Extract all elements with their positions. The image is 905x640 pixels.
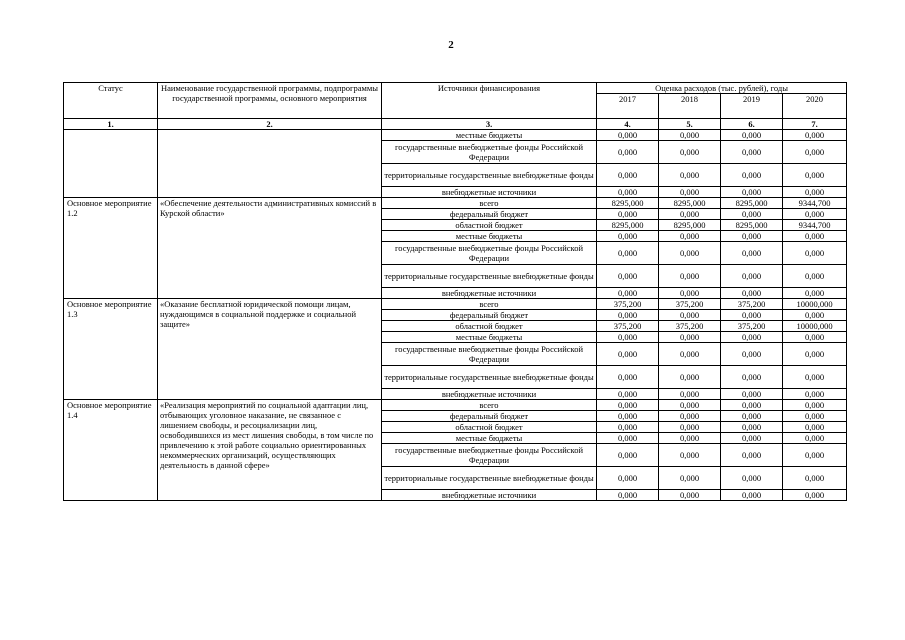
column-number: 2.	[158, 119, 382, 130]
value-cell: 0,000	[659, 310, 721, 321]
value-cell: 0,000	[597, 422, 659, 433]
funding-source-cell: федеральный бюджет	[382, 209, 597, 220]
value-cell: 8295,000	[659, 198, 721, 209]
column-number: 3.	[382, 119, 597, 130]
funding-source-cell: всего	[382, 198, 597, 209]
value-cell: 0,000	[659, 343, 721, 366]
value-cell: 0,000	[659, 444, 721, 467]
page-number: 2	[448, 39, 454, 51]
value-cell: 0,000	[659, 265, 721, 288]
value-cell: 0,000	[783, 332, 847, 343]
value-cell: 0,000	[783, 310, 847, 321]
value-cell: 0,000	[597, 265, 659, 288]
measure-name-cell: «Реализация мероприятий по социальной адаптации лиц, отбывающих уголовное наказание, не связанное с лишением свободы, и ресоциализации лиц, освободившихся из мест лишения свободы, в том числе по привлечению к этой работе социально ориентированных некоммерческих организаций, осуществляющих деятельность в данной сфере»	[158, 400, 382, 501]
funding-source-cell: федеральный бюджет	[382, 411, 597, 422]
value-cell: 0,000	[783, 366, 847, 389]
funding-source-cell: местные бюджеты	[382, 433, 597, 444]
funding-source-cell: внебюджетные источники	[382, 490, 597, 501]
value-cell: 8295,000	[597, 220, 659, 231]
value-cell: 0,000	[659, 467, 721, 490]
value-cell: 0,000	[783, 209, 847, 220]
status-cell: Основное мероприятие 1.3	[64, 299, 158, 400]
value-cell: 0,000	[659, 411, 721, 422]
value-cell: 0,000	[597, 343, 659, 366]
value-cell: 0,000	[721, 187, 783, 198]
funding-source-cell: федеральный бюджет	[382, 310, 597, 321]
value-cell: 0,000	[783, 467, 847, 490]
value-cell: 0,000	[721, 164, 783, 187]
header-estimate: Оценка расходов (тыс. рублей), годы	[597, 83, 847, 94]
funding-source-cell: местные бюджеты	[382, 130, 597, 141]
header-year: 2020	[783, 94, 847, 119]
value-cell: 10000,000	[783, 299, 847, 310]
value-cell: 0,000	[783, 231, 847, 242]
value-cell: 0,000	[721, 209, 783, 220]
value-cell: 375,200	[659, 321, 721, 332]
value-cell: 0,000	[659, 389, 721, 400]
value-cell: 0,000	[783, 389, 847, 400]
header-sources: Источники финансирования	[382, 83, 597, 119]
value-cell: 0,000	[721, 130, 783, 141]
funding-source-cell: местные бюджеты	[382, 332, 597, 343]
value-cell: 0,000	[597, 231, 659, 242]
table-row	[64, 198, 847, 209]
funding-source-cell: областной бюджет	[382, 321, 597, 332]
funding-source-cell: внебюджетные источники	[382, 187, 597, 198]
funding-source-cell: территориальные государственные внебюджетные фонды	[382, 366, 597, 389]
value-cell: 10000,000	[783, 321, 847, 332]
value-cell: 0,000	[597, 366, 659, 389]
measure-name-cell	[158, 130, 382, 198]
value-cell: 0,000	[783, 130, 847, 141]
value-cell: 0,000	[721, 343, 783, 366]
value-cell: 0,000	[597, 433, 659, 444]
value-cell: 0,000	[783, 265, 847, 288]
value-cell: 0,000	[783, 343, 847, 366]
value-cell: 0,000	[783, 288, 847, 299]
value-cell: 0,000	[597, 400, 659, 411]
value-cell: 8295,000	[597, 198, 659, 209]
value-cell: 0,000	[659, 164, 721, 187]
value-cell: 0,000	[597, 467, 659, 490]
value-cell: 0,000	[597, 288, 659, 299]
value-cell: 0,000	[721, 310, 783, 321]
header-year: 2018	[659, 94, 721, 119]
value-cell: 0,000	[659, 231, 721, 242]
value-cell: 8295,000	[721, 220, 783, 231]
expenditure-table	[63, 82, 847, 501]
value-cell: 375,200	[597, 299, 659, 310]
value-cell: 0,000	[783, 242, 847, 265]
funding-source-cell: местные бюджеты	[382, 231, 597, 242]
value-cell: 0,000	[597, 209, 659, 220]
value-cell: 0,000	[783, 490, 847, 501]
value-cell: 0,000	[659, 433, 721, 444]
value-cell: 0,000	[783, 411, 847, 422]
funding-source-cell: областной бюджет	[382, 220, 597, 231]
funding-source-cell: внебюджетные источники	[382, 288, 597, 299]
value-cell: 0,000	[597, 411, 659, 422]
value-cell: 0,000	[783, 187, 847, 198]
value-cell: 0,000	[659, 422, 721, 433]
column-number: 7.	[783, 119, 847, 130]
column-number: 4.	[597, 119, 659, 130]
value-cell: 0,000	[721, 332, 783, 343]
value-cell: 0,000	[659, 242, 721, 265]
value-cell: 375,200	[659, 299, 721, 310]
value-cell: 8295,000	[659, 220, 721, 231]
column-number: 6.	[721, 119, 783, 130]
funding-source-cell: государственные внебюджетные фонды Российской Федерации	[382, 343, 597, 366]
value-cell: 0,000	[721, 490, 783, 501]
table-row	[64, 299, 847, 310]
funding-source-cell: государственные внебюджетные фонды Российской Федерации	[382, 242, 597, 265]
value-cell: 0,000	[721, 411, 783, 422]
status-cell: Основное мероприятие 1.2	[64, 198, 158, 299]
value-cell: 0,000	[783, 164, 847, 187]
table-row	[64, 130, 847, 141]
funding-source-cell: областной бюджет	[382, 422, 597, 433]
funding-source-cell: государственные внебюджетные фонды Российской Федерации	[382, 444, 597, 467]
value-cell: 0,000	[597, 332, 659, 343]
value-cell: 0,000	[659, 400, 721, 411]
value-cell: 0,000	[659, 332, 721, 343]
value-cell: 0,000	[597, 389, 659, 400]
value-cell: 0,000	[659, 130, 721, 141]
value-cell: 0,000	[597, 310, 659, 321]
header-year: 2019	[721, 94, 783, 119]
value-cell: 0,000	[659, 209, 721, 220]
value-cell: 375,200	[597, 321, 659, 332]
value-cell: 375,200	[721, 299, 783, 310]
value-cell: 0,000	[721, 467, 783, 490]
funding-source-cell: всего	[382, 400, 597, 411]
value-cell: 0,000	[597, 130, 659, 141]
funding-source-cell: всего	[382, 299, 597, 310]
column-number: 1.	[64, 119, 158, 130]
value-cell: 0,000	[597, 164, 659, 187]
value-cell: 0,000	[721, 422, 783, 433]
value-cell: 0,000	[597, 242, 659, 265]
funding-source-cell: территориальные государственные внебюджетные фонды	[382, 467, 597, 490]
value-cell: 8295,000	[721, 198, 783, 209]
value-cell: 0,000	[659, 288, 721, 299]
value-cell: 0,000	[721, 389, 783, 400]
value-cell: 9344,700	[783, 220, 847, 231]
value-cell: 0,000	[721, 288, 783, 299]
header-name: Наименование государственной программы, подпрограммы государственной программы, основного мероприятия	[158, 83, 382, 119]
value-cell: 0,000	[659, 141, 721, 164]
header-status: Статус	[64, 83, 158, 119]
table-body	[64, 130, 847, 501]
value-cell: 0,000	[721, 265, 783, 288]
value-cell: 0,000	[659, 366, 721, 389]
funding-source-cell: внебюджетные источники	[382, 389, 597, 400]
funding-source-cell: территориальные государственные внебюджетные фонды	[382, 164, 597, 187]
value-cell: 9344,700	[783, 198, 847, 209]
value-cell: 0,000	[783, 400, 847, 411]
status-cell: Основное мероприятие 1.4	[64, 400, 158, 501]
header-year: 2017	[597, 94, 659, 119]
value-cell: 0,000	[783, 444, 847, 467]
measure-name-cell: «Оказание бесплатной юридической помощи лицам, нуждающимся в социальной поддержке и социальной защите»	[158, 299, 382, 400]
measure-name-cell: «Обеспечение деятельности административных комиссий в Курской области»	[158, 198, 382, 299]
value-cell: 0,000	[597, 444, 659, 467]
value-cell: 0,000	[597, 490, 659, 501]
funding-source-cell: территориальные государственные внебюджетные фонды	[382, 265, 597, 288]
value-cell: 0,000	[721, 231, 783, 242]
value-cell: 0,000	[597, 141, 659, 164]
value-cell: 0,000	[721, 242, 783, 265]
value-cell: 0,000	[721, 433, 783, 444]
funding-source-cell: государственные внебюджетные фонды Российской Федерации	[382, 141, 597, 164]
value-cell: 0,000	[659, 187, 721, 198]
value-cell: 0,000	[597, 187, 659, 198]
status-cell	[64, 130, 158, 198]
value-cell: 0,000	[783, 141, 847, 164]
value-cell: 0,000	[721, 366, 783, 389]
value-cell: 375,200	[721, 321, 783, 332]
value-cell: 0,000	[721, 141, 783, 164]
value-cell: 0,000	[659, 490, 721, 501]
value-cell: 0,000	[721, 444, 783, 467]
value-cell: 0,000	[783, 422, 847, 433]
value-cell: 0,000	[783, 433, 847, 444]
column-number: 5.	[659, 119, 721, 130]
value-cell: 0,000	[721, 400, 783, 411]
table-row	[64, 400, 847, 411]
